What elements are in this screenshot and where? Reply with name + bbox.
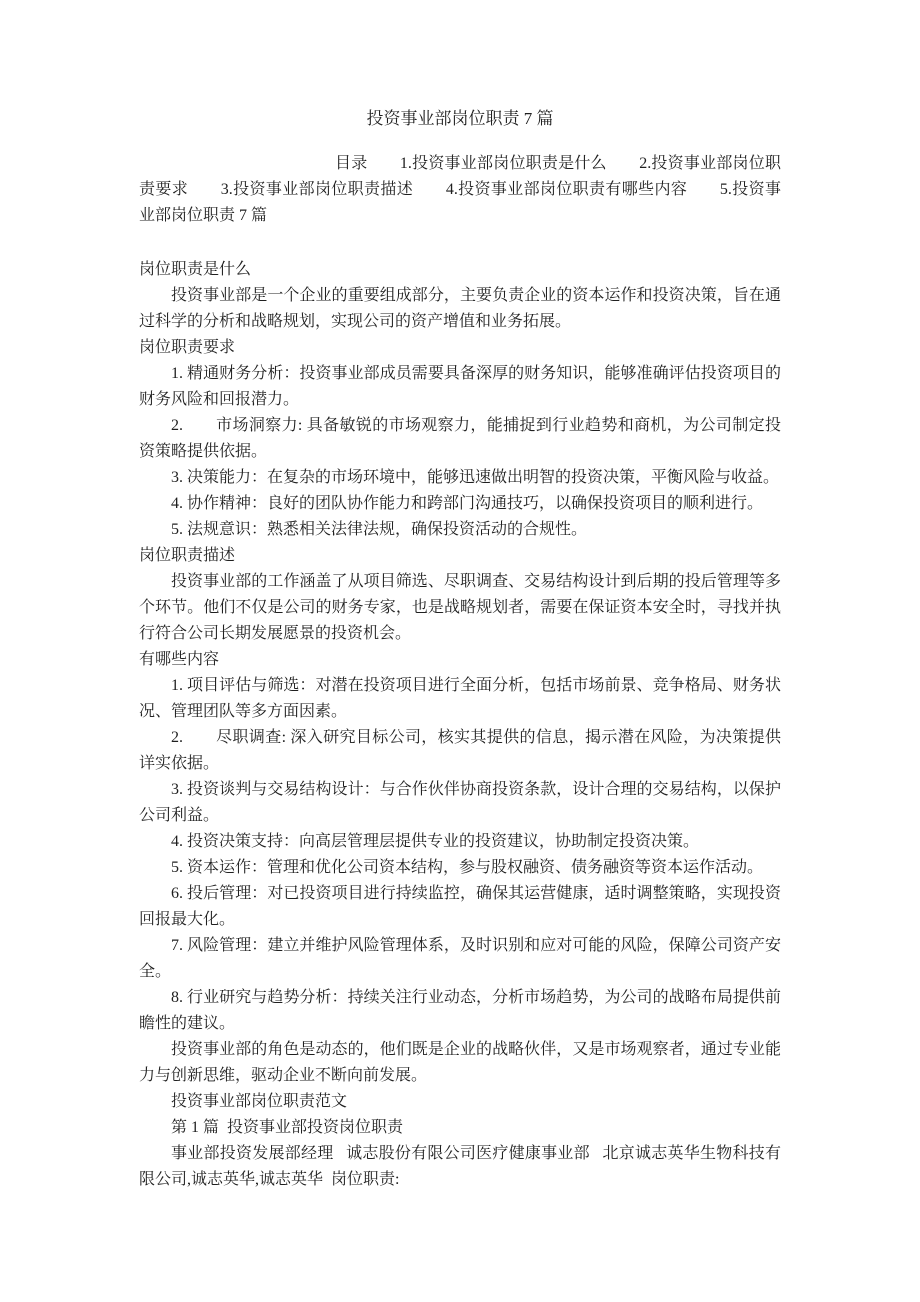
section-heading: 岗位职责要求 [139, 339, 236, 356]
list-item: 4. 投资决策支持：向高层管理层提供专业的投资建议，协助制定投资决策。 [171, 833, 700, 850]
body-paragraph: 事业部投资发展部经理 诚志股份有限公司医疗健康事业部 北京诚志英华生物科技有限公司,诚志英华,诚志英华 岗位职责: [139, 1145, 781, 1188]
list-item: 2. 市场洞察力: 具备敏锐的市场观察力，能捕捉到行业趋势和商机，为公司制定投资策略提供依据。 [139, 417, 781, 460]
section-heading: 岗位职责描述 [139, 547, 236, 564]
body-paragraph: 投资事业部岗位职责范文 [171, 1093, 348, 1110]
section-heading: 有哪些内容 [139, 651, 220, 668]
list-item: 3. 决策能力：在复杂的市场环境中，能够迅速做出明智的投资决策，平衡风险与收益。 [171, 469, 780, 486]
list-item: 5. 法规意识：熟悉相关法律法规，确保投资活动的合规性。 [171, 521, 588, 538]
list-item: 4. 协作精神：良好的团队协作能力和跨部门沟通技巧，以确保投资项目的顺利进行。 [171, 495, 764, 512]
list-item: 1. 项目评估与筛选：对潜在投资项目进行全面分析，包括市场前景、竞争格局、财务状况、管理团队等多方面因素。 [139, 677, 781, 720]
list-item: 8. 行业研究与趋势分析：持续关注行业动态，分析市场趋势，为公司的战略布局提供前瞻性的建议。 [139, 989, 781, 1032]
body-paragraph: 第 1 篇 投资事业部投资岗位职责 [171, 1119, 404, 1136]
body-paragraph: 投资事业部的工作涵盖了从项目筛选、尽职调查、交易结构设计到后期的投后管理等多个环节。他们不仅是公司的财务专家，也是战略规划者，需要在保证资本安全时，寻找并执行符合公司长期发展愿景的投资机会。 [139, 573, 781, 642]
section-heading: 岗位职责是什么 [139, 261, 252, 278]
body-paragraph: 投资事业部是一个企业的重要组成部分，主要负责企业的资本运作和投资决策，旨在通过科学的分析和战略规划，实现公司的资产增值和业务拓展。 [139, 287, 781, 330]
list-item: 3. 投资谈判与交易结构设计：与合作伙伴协商投资条款，设计合理的交易结构，以保护公司利益。 [139, 781, 781, 824]
list-item: 2. 尽职调查: 深入研究目标公司，核实其提供的信息，揭示潜在风险，为决策提供详实依据。 [139, 729, 781, 772]
page-title: 投资事业部岗位职责 7 篇 [366, 109, 554, 128]
list-item: 5. 资本运作：管理和优化公司资本结构，参与股权融资、债务融资等资本运作活动。 [171, 859, 764, 876]
list-item: 7. 风险管理：建立并维护风险管理体系，及时识别和应对可能的风险，保障公司资产安全。 [139, 937, 781, 980]
table-of-contents: 目录 1.投资事业部岗位职责是什么 2.投资事业部岗位职责要求 3.投资事业部岗位职责描述 4.投资事业部岗位职责有哪些内容 5.投资事业部岗位职责 7 篇 [139, 155, 781, 224]
list-item: 1. 精通财务分析：投资事业部成员需要具备深厚的财务知识，能够准确评估投资项目的财务风险和回报潜力。 [139, 365, 781, 408]
list-item: 6. 投后管理：对已投资项目进行持续监控，确保其运营健康，适时调整策略，实现投资回报最大化。 [139, 885, 781, 928]
document-content [139, 106, 781, 1193]
body-paragraph: 投资事业部的角色是动态的，他们既是企业的战略伙伴，又是市场观察者，通过专业能力与创新思维，驱动企业不断向前发展。 [139, 1041, 781, 1084]
